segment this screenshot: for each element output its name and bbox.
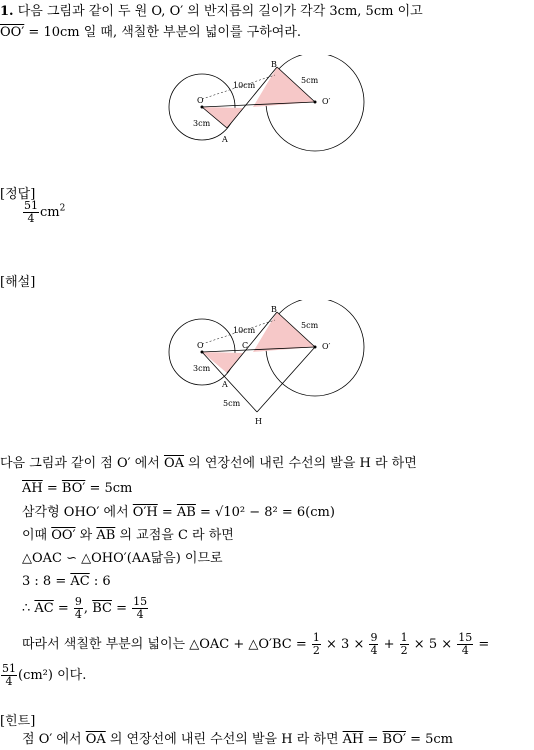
- label2-o: O: [197, 341, 204, 350]
- point2-op: [314, 346, 317, 349]
- solution-line-4: 이때 OO′ 와 $\overline{AB}$ 의 교점을 C 라 하면: [22, 528, 234, 543]
- answer-value: $\frac{51}{4}$ $cm^2$: [24, 199, 66, 225]
- solution-line-2: $\overline{AH} = BO' = 5cm$: [22, 481, 133, 496]
- problem-number: 1.: [0, 4, 14, 19]
- label2-c: C: [242, 341, 249, 350]
- answer-header: [정답]: [0, 187, 36, 202]
- label2-a: A: [222, 380, 228, 389]
- solution-line-6: 3 : $8 = \overline{AC}$ : 6: [22, 574, 111, 589]
- label2-5cm-b: 5cm: [223, 399, 241, 408]
- problem-text-1: 다음 그림과 같이 두 원 O, O′ 의 반지름의 길이가 각각 3cm, 5cm 이고: [17, 4, 423, 19]
- label2-10cm: 10cm: [233, 326, 256, 335]
- label2-h: H: [255, 417, 262, 426]
- label-b: B: [271, 60, 277, 69]
- label-3cm: 3cm: [193, 119, 211, 128]
- point-o: [201, 106, 204, 109]
- problem-line-2: [0, 24, 301, 42]
- hint-line-1: 점 O′ 에서 $\overline{OA}$ 의 연장선에 내린 수선의 발을 H 라 하면 $\overline{AH} = BO' = 5cm$: [22, 732, 453, 747]
- problem-text-2: = 10cm 일 때, 색칠한 부분의 넓이를 구하여라.: [24, 25, 302, 40]
- solution-line-5: △OAC ∽ △OHO′(AA닮음) 이므로: [22, 551, 223, 566]
- label-op: O′: [322, 97, 331, 106]
- label2-5cm-a: 5cm: [301, 321, 319, 330]
- label-o: O: [197, 96, 204, 105]
- label-a: A: [222, 135, 228, 144]
- point-op: [314, 101, 317, 104]
- solution-line-9: $\frac{51}{4}$ (cm²) 이다.: [2, 662, 87, 688]
- label2-b: B: [271, 305, 277, 314]
- solution-line-8: 따라서 색칠한 부분의 넓이는 △OAC + △O′BC = $\frac{1}{2}$ × 3 × $\frac{9}{4}$ + $\frac{1}{2}$ × 5 × $\frac{15}{4}$ =: [22, 631, 490, 657]
- answer-fraction: $\frac{51}{4}$: [24, 199, 38, 225]
- figure-2: [165, 300, 370, 430]
- solution-line-1: 다음 그림과 같이 점 O′ 에서 $\overline{OA}$ 의 연장선에 내린 수선의 발을 H 라 하면: [0, 456, 417, 471]
- label-10cm: 10cm: [233, 81, 256, 90]
- label2-op: O′: [322, 342, 331, 351]
- label-5cm: 5cm: [301, 76, 319, 85]
- answer-unit: cm: [40, 205, 60, 220]
- problem-line-1: [0, 3, 423, 21]
- point2-o: [201, 351, 204, 354]
- explanation-header: [해설]: [0, 275, 36, 290]
- label2-3cm: 3cm: [193, 364, 211, 373]
- figure-1: [165, 55, 370, 160]
- hint-header: [힌트]: [0, 714, 36, 729]
- solution-line-3: 삼각형 OHO′ 에서 $O'H = \overline{AB} = √10^2 - 8^2 = 6(cm)$: [22, 505, 335, 520]
- segment-oo: OO′: [0, 25, 25, 40]
- seg2-op-h: [257, 347, 315, 412]
- solution-line-7: ∴ $\overline{AC}$ = $\frac{9}{4}$ , $\overline{BC}$ = $\frac{15}{4}$: [22, 595, 148, 621]
